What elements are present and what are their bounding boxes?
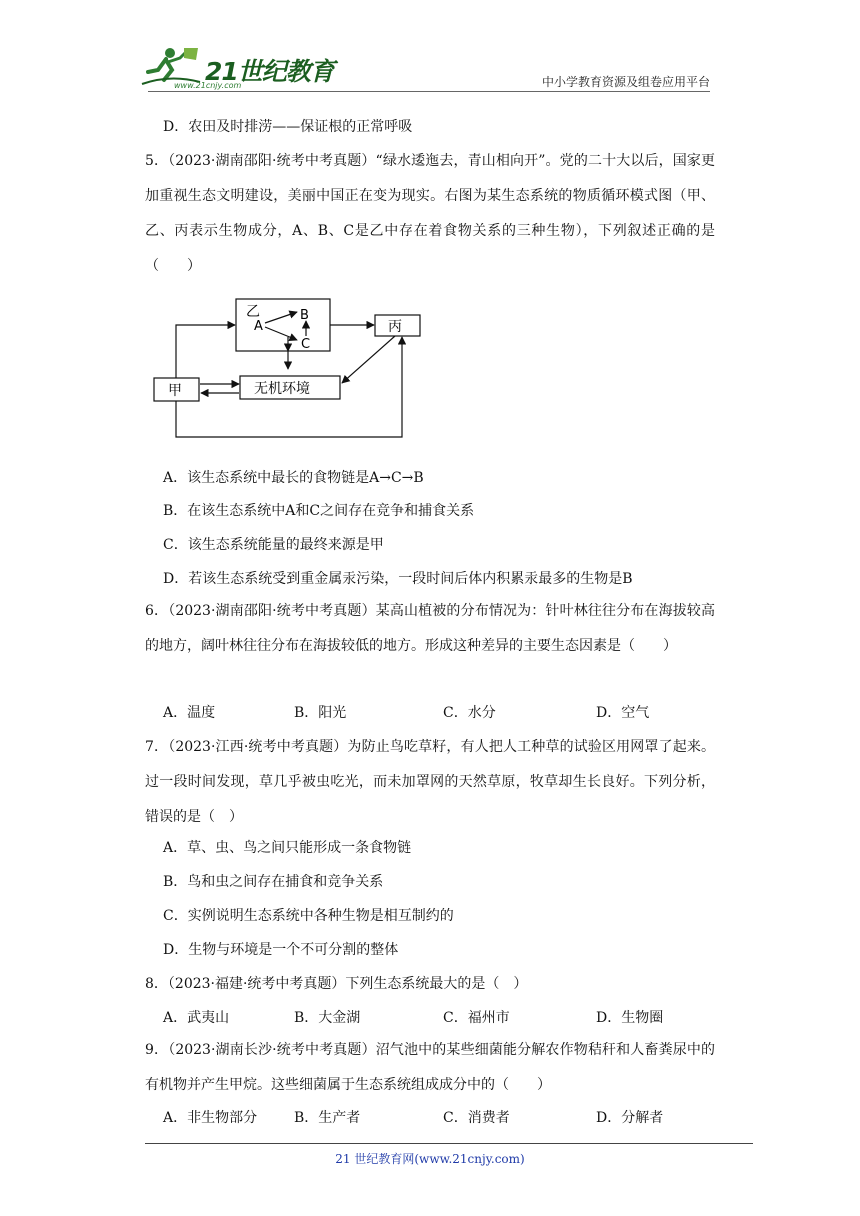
footer-divider <box>145 1143 753 1144</box>
q8-option-d: D．生物圈 <box>596 1010 664 1026</box>
footer-link[interactable]: 21 世纪教育网(www.21cnjy.com) <box>335 1152 525 1166</box>
q5-option-d: D．若该生态系统受到重金属汞污染，一段时间后体内积累汞最多的生物是B <box>163 571 633 587</box>
q5-option-a: A．该生态系统中最长的食物链是A→C→B <box>163 470 424 486</box>
q9-option-d: D．分解者 <box>596 1110 664 1126</box>
header-divider <box>148 91 710 92</box>
q9-stem: 9．（2023·湖南长沙·统考中考真题）沼气池中的某些细菌能分解农作物秸秆和人畜粪尿中的有机物并产生甲烷。这些细菌属于生态系统组成成分中的（ ） <box>145 1042 715 1093</box>
q5-option-c: C．该生态系统能量的最终来源是甲 <box>163 537 384 553</box>
q5-option-b: B．在该生态系统中A和C之间存在竞争和捕食关系 <box>163 503 475 519</box>
q7-stem: 7．（2023·江西·统考中考真题）为防止鸟吃草籽，有人把人工种草的试验区用网罩了起来。过一段时间发现，草几乎被虫吃光，而未加罩网的天然草原，牧草却生长良好。下列分析，错误的是（ ） <box>145 739 715 825</box>
q5-cycle-diagram <box>150 295 430 443</box>
jia-label: 甲 <box>168 383 182 399</box>
q7-option-a: A．草、虫、鸟之间只能形成一条食物链 <box>163 840 412 856</box>
q7-option-d: D．生物与环境是一个不可分割的整体 <box>163 942 399 958</box>
q5-stem: 5．（2023·湖南邵阳·统考中考真题）“绿水逶迤去，青山相向开”。党的二十大以后，国家更加重视生态文明建设，美丽中国正在变为现实。右图为某生态系统的物质循环模式图（甲、乙、丙表示生物成分，A、B、C是乙中存在着食物关系的三种生物），下列叙述正确的是（ ） <box>145 153 715 274</box>
q8-option-a: A．武夷山 <box>163 1010 230 1026</box>
node-b: B <box>300 308 309 323</box>
node-c: C <box>301 337 311 352</box>
node-a: A <box>254 319 263 334</box>
q6-option-a: A．温度 <box>163 705 216 721</box>
header-platform-text: 中小学教育资源及组卷应用平台 <box>541 75 710 89</box>
q6-option-b: B．阳光 <box>294 705 347 721</box>
q9-option-c: C．消费者 <box>443 1110 510 1126</box>
q6-option-c: C．水分 <box>443 705 496 721</box>
q8-stem: 8．（2023·福建·统考中考真题）下列生态系统最大的是（ ） <box>145 976 528 992</box>
q8-option-c: C．福州市 <box>443 1010 510 1026</box>
q7-option-c: C．实例说明生态系统中各种生物是相互制约的 <box>163 908 454 924</box>
yi-label: 乙 <box>246 304 260 320</box>
q8-option-b: B．大金湖 <box>294 1010 361 1026</box>
logo-text: 21世纪教育 <box>205 57 334 86</box>
logo-url: www.21cnjy.com <box>174 81 242 90</box>
q7-option-b: B．鸟和虫之间存在捕食和竞争关系 <box>163 874 384 890</box>
q6-option-d: D．空气 <box>596 705 650 721</box>
q9-option-a: A．非生物部分 <box>163 1110 258 1126</box>
q4-option-d: D．农田及时排涝——保证根的正常呼吸 <box>163 119 413 135</box>
q9-option-b: B．生产者 <box>294 1110 361 1126</box>
q6-stem: 6．（2023·湖南邵阳·统考中考真题）某高山植被的分布情况为：针叶林往往分布在海拔较高的地方，阔叶林往往分布在海拔较低的地方。形成这种差异的主要生态因素是（ ） <box>145 603 715 654</box>
bing-label: 丙 <box>388 319 402 335</box>
env-label: 无机环境 <box>254 381 310 397</box>
